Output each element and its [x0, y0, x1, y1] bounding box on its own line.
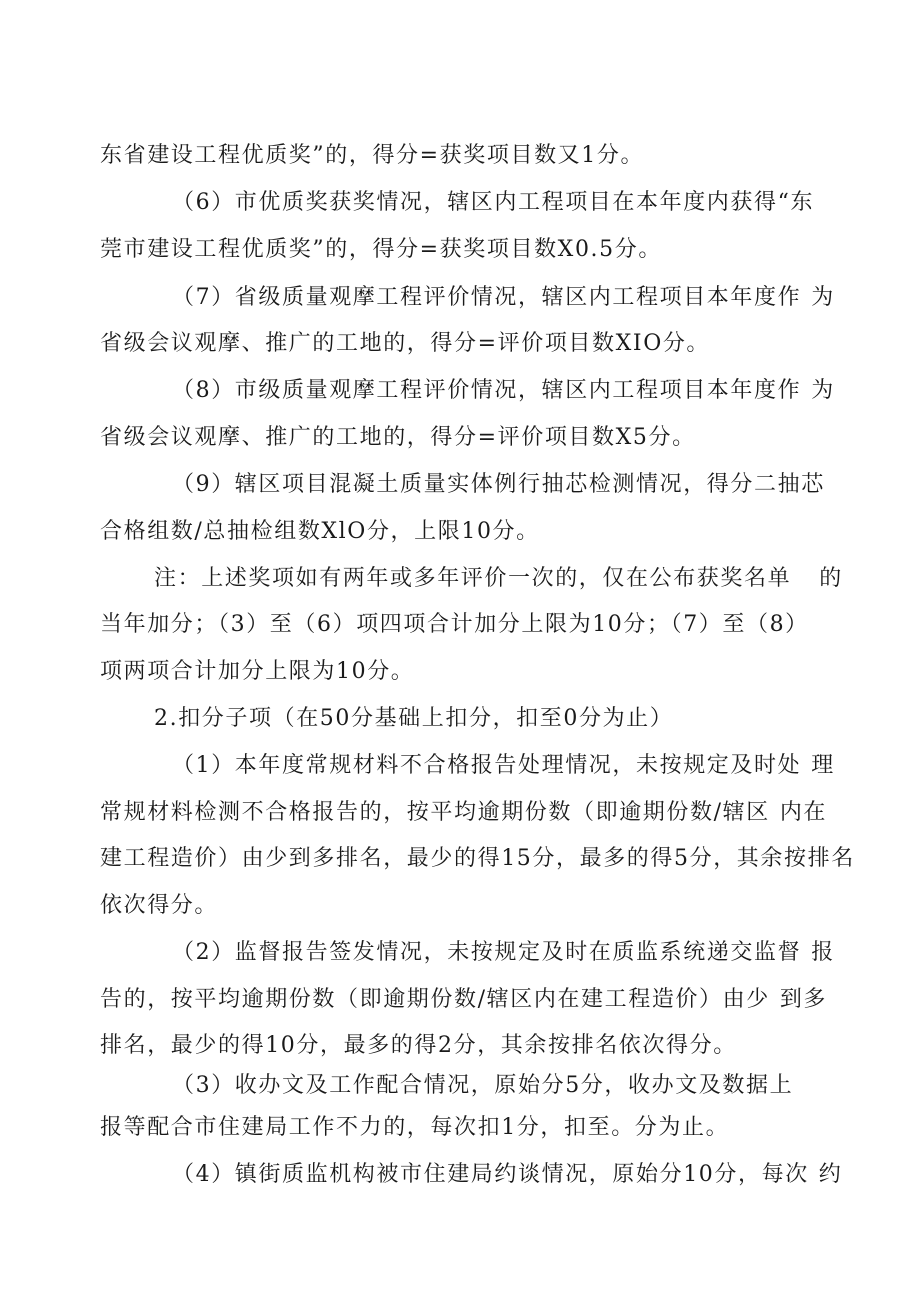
text-fragment: 莞市建设工程优质奖”的，得分=获奖项目数X0.5分。	[100, 237, 662, 262]
text-line	[0, 423, 920, 453]
text-fragment: 内在	[779, 800, 828, 825]
text-fragment: 为	[811, 378, 835, 403]
text-line	[0, 283, 920, 313]
text-fragment: 依次得分。	[100, 893, 219, 918]
text-fragment: 合格组数/总抽检组数XlO分，上限10分。	[100, 519, 540, 544]
text-line	[0, 1031, 920, 1061]
text-fragment: 报	[811, 940, 835, 965]
text-line	[0, 141, 920, 171]
text-line	[0, 844, 920, 874]
text-fragment: （7）省级质量观摩工程评价情况，辖区内工程项目本年度作	[172, 285, 802, 310]
text-fragment: 省级会议观摩、推广的工地的，得分=评价项目数XIO分。	[100, 331, 711, 356]
text-fragment: 的	[819, 566, 843, 591]
text-fragment: （6）市优质奖获奖情况，辖区内工程项目在本年度内获得“东	[172, 190, 815, 215]
text-fragment: 常规材料检测不合格报告的，按平均逾期份数（即逾期份数/辖区	[100, 800, 770, 825]
text-line	[0, 938, 920, 968]
text-fragment: （2）监督报告签发情况，未按规定及时在质监系统递交监督	[172, 940, 802, 965]
text-fragment: 理	[811, 753, 835, 778]
text-line	[0, 610, 920, 640]
note-line	[0, 564, 920, 594]
text-line	[0, 657, 920, 687]
text-fragment: （1）本年度常规材料不合格报告处理情况，未按规定及时处	[172, 753, 802, 778]
text-fragment: 排名，最少的得10分，最多的得2分，其余按排名依次得分。	[100, 1033, 737, 1058]
text-fragment: 东省建设工程优质奖”的，得分=获奖项目数又1分。	[100, 143, 645, 168]
text-fragment: （9）辖区项目混凝土质量实体例行抽芯检测情况，得分二抽芯	[172, 472, 825, 497]
text-line	[0, 470, 920, 500]
text-line	[0, 1160, 920, 1190]
text-fragment: （4）镇街质监机构被市住建局约谈情况，原始分10分，每次	[172, 1162, 809, 1187]
text-line	[0, 376, 920, 406]
text-fragment: 到多	[779, 987, 828, 1012]
text-line	[0, 329, 920, 359]
text-line	[0, 1113, 920, 1143]
text-fragment: 项两项合计加分上限为10分。	[100, 659, 415, 684]
text-fragment: 约	[818, 1162, 843, 1187]
text-fragment: 省级会议观摩、推广的工地的，得分=评价项目数X5分。	[100, 425, 696, 450]
text-fragment: 为	[811, 285, 835, 310]
text-fragment: （3）收办文及工作配合情况，原始分5分，收办文及数据上	[172, 1073, 794, 1098]
text-line	[0, 188, 920, 218]
text-fragment: （8）市级质量观摩工程评价情况，辖区内工程项目本年度作	[172, 378, 802, 403]
text-fragment: 报等配合市住建局工作不力的，每次扣1分，扣至。分为止。	[100, 1115, 730, 1140]
text-line	[0, 1071, 920, 1101]
text-fragment: 建工程造价）由少到多排名，最少的得15分，最多的得5分，其余按排名	[100, 846, 855, 871]
text-line	[0, 798, 920, 828]
text-line	[0, 751, 920, 781]
text-fragment: 2.扣分子项（在50分基础上扣分，扣至0分为止）	[154, 706, 674, 731]
text-fragment: 告的，按平均逾期份数（即逾期份数/辖区内在建工程造价）由少	[100, 987, 770, 1012]
text-fragment: 当年加分；（3）至（6）项四项合计加分上限为10分；（7）至（8）	[100, 612, 809, 637]
text-line	[0, 517, 920, 547]
text-line	[0, 235, 920, 265]
text-line	[0, 985, 920, 1015]
section-heading	[0, 704, 920, 734]
text-fragment: 注：上述奖项如有两年或多年评价一次的，仅在公布获奖名单	[154, 566, 792, 591]
text-line	[0, 891, 920, 921]
